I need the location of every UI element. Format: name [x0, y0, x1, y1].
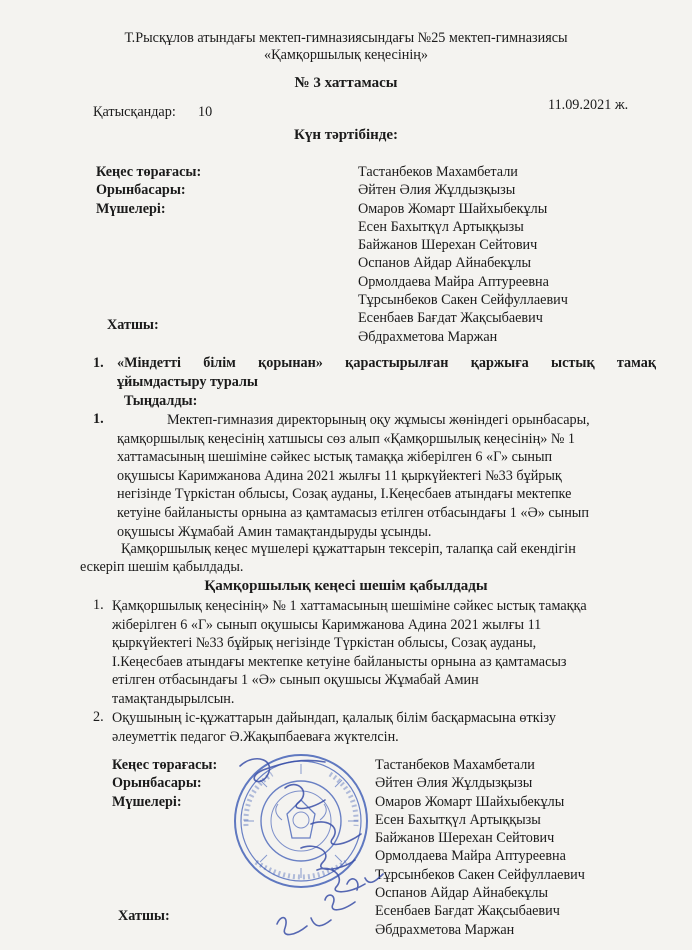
member-name: Ормолдаева Майра Аптуреевна — [375, 848, 566, 865]
deputy-label: Орынбасары: — [96, 182, 186, 199]
member-name: Оспанов Айдар Айнабекұлы — [358, 255, 532, 272]
decision-line: Оқушының іс-құжаттарын дайындап, қалалық білім басқармасына өткізу — [112, 710, 556, 726]
decision-line: қыркүйектегі №33 бұйрық негізінде Түркістан облысы, Созақ ауданы, — [112, 635, 537, 652]
agenda-item-line1: «Міндетті білім қорынан» қарастырылған қаржыға ыстық тамақ — [117, 355, 656, 371]
member-name: Есен Бахытқүл Артыққызы — [375, 811, 541, 828]
document-title: № 3 хаттамасы — [294, 75, 398, 91]
member-name: Есен Бахытқүл Артыққызы — [358, 218, 524, 235]
member-name: Тұрсынбеков Сакен Сейфуллаевич — [375, 866, 585, 883]
member-name: Тастанбеков Махамбетали — [375, 757, 535, 773]
deputy-label: Орынбасары: — [112, 775, 202, 792]
agenda-item-line2: ұйымдастыру туралы — [117, 374, 258, 390]
org-name-line1: Т.Рысқұлов атындағы мектеп-гимназиясындағы №25 мектеп-гимназиясы — [124, 30, 568, 46]
decision-line: Қамқоршылық кеңесінің» № 1 хаттамасының шешіміне сәйкес ыстық тамаққа — [112, 598, 587, 614]
member-name: Тастанбеков Махамбетали — [358, 164, 518, 180]
agenda-heading: Күн тәртібінде: — [293, 127, 399, 143]
members-label: Мүшелері: — [112, 793, 182, 810]
heard-label: Тыңдалды: — [124, 393, 198, 409]
decision-number: 2. — [93, 709, 104, 725]
chair-label: Кеңес төрағасы: — [112, 757, 218, 773]
members-label: Мүшелері: — [96, 200, 166, 217]
member-name: Байжанов Шерехан Сейтович — [375, 830, 555, 847]
heard-line: кетуіне байланысты орнына аз қамтамасыз етілген отбасындағы 1 «Ә» сынып — [117, 504, 589, 521]
decision-1 — [112, 597, 587, 709]
decision-line: әлеуметтік педагог Ә.Жақыпбаеваға жүктелсін. — [112, 728, 399, 745]
member-name: Оспанов Айдар Айнабекұлы — [375, 885, 549, 902]
heard-number: 1. — [93, 411, 104, 427]
member-name: Тұрсынбеков Сакен Сейфуллаевич — [358, 292, 568, 309]
heard-line: оқушысы Жұмабай Амин тамақтандыруды ұсынды. — [117, 523, 432, 540]
members-list-top — [358, 163, 568, 346]
member-name: Есенбаев Бағдат Жақсыбаевич — [375, 903, 560, 920]
member-name: Әйтен Әлия Жұлдызқызы — [375, 775, 533, 792]
secretary-label-top: Хатшы: — [107, 317, 159, 333]
agenda-item-number: 1. — [93, 355, 104, 371]
document-date: 11.09.2021 ж. — [548, 97, 629, 113]
roles-top — [96, 163, 201, 218]
member-name: Омаров Жомарт Шайхыбекұлы — [375, 793, 565, 810]
member-name: Омаров Жомарт Шайхыбекұлы — [358, 200, 548, 217]
note-line2: ескеріп шешім қабылдады. — [80, 559, 244, 575]
member-name: Әйтен Әлия Жұлдызқызы — [358, 182, 516, 199]
heard-line: қамқоршылық кеңесінің хатшысы сөз алып «Қамқоршылық кеңесінің» № 1 — [117, 430, 576, 447]
signatures-graphic — [215, 748, 390, 948]
secretary-label-bottom: Хатшы: — [118, 908, 170, 924]
decision-line: етілген отбасындағы 1 «Ә» сынып оқушысы Жұмабай Амин — [112, 672, 479, 689]
decision-heading: Қамқоршылық кеңесі шешім қабылдады — [204, 578, 488, 594]
heard-line: негізінде Түркістан облысы, Созақ ауданы, І.Кеңесбаев атындағы мектепке — [117, 486, 572, 503]
heard-line: оқушысы Каримжанова Адина 2021 жылғы 11 қыркүйектегі №33 бұйрық — [117, 467, 562, 484]
member-name: Ормолдаева Майра Аптуреевна — [358, 273, 549, 290]
roles-bottom — [112, 756, 217, 811]
attendees-count: 10 — [198, 104, 213, 120]
members-list-bottom — [375, 756, 585, 939]
member-name: Әбдрахметова Маржан — [358, 328, 498, 345]
decision-line: тамақтандырылсын. — [112, 690, 235, 707]
note-line1: Қамқоршылық кеңес мүшелері құжаттарын тексеріп, талапқа сай екендігін — [121, 541, 576, 557]
chair-label: Кеңес төрағасы: — [96, 164, 202, 180]
decision-2 — [112, 709, 556, 746]
member-name: Есенбаев Бағдат Жақсыбаевич — [358, 310, 543, 327]
decision-line: жіберілген 6 «Г» сынып оқушысы Каримжанова Адина 2021 жылғы 11 — [112, 616, 542, 633]
org-name-line2: «Қамқоршылық кеңесінің» — [264, 47, 428, 63]
heard-line: Мектеп-гимназия директорының оқу жұмысы жөніндегі орынбасары, — [167, 412, 590, 428]
decision-number: 1. — [93, 597, 104, 613]
heard-paragraph — [117, 411, 590, 541]
heard-line: хаттамасының шешіміне сәйкес ыстық тамаққа жіберілген 6 «Г» сынып — [117, 449, 553, 466]
decision-line: І.Кеңесбаев атындағы мектепке кетуіне байланысты орнына аз қамтамасыз — [112, 653, 567, 670]
member-name: Байжанов Шерехан Сейтович — [358, 237, 538, 254]
member-name: Әбдрахметова Маржан — [375, 921, 515, 938]
attendees-label: Қатысқандар: — [93, 104, 176, 120]
